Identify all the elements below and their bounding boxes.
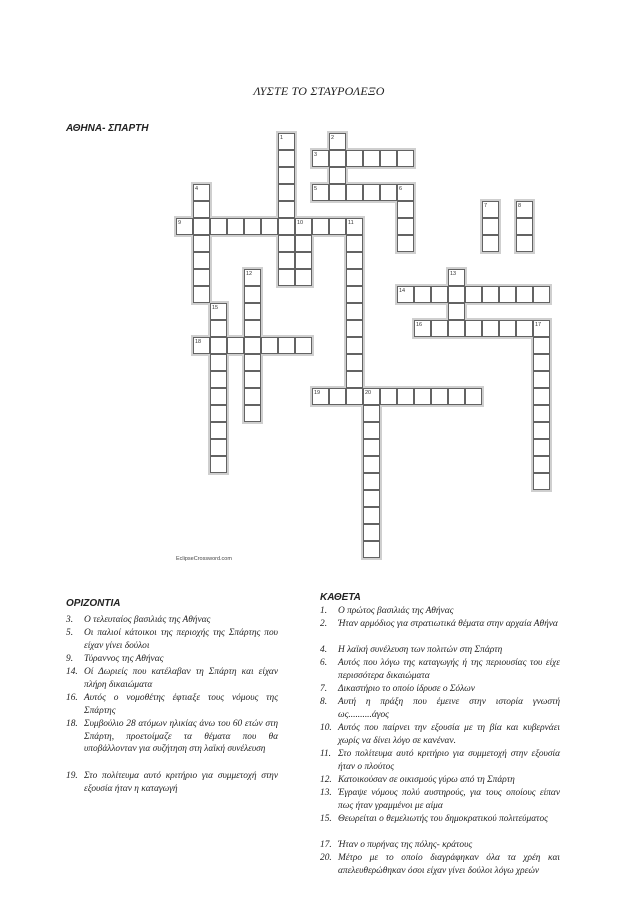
crossword-cell[interactable]: [364, 457, 380, 473]
crossword-cell-number: 18: [195, 339, 202, 345]
across-clue: 19. Στο πολίτευμα αυτό κριτήριο για συμμετοχή στην εξουσία ήταν η καταγωγή: [66, 771, 278, 794]
crossword-cell[interactable]: [347, 253, 363, 269]
crossword-cell-number: 9: [178, 220, 182, 226]
crossword-cell[interactable]: [211, 440, 227, 456]
crossword-cell[interactable]: [364, 491, 380, 507]
crossword-cell[interactable]: [483, 321, 499, 337]
crossword-cell[interactable]: [364, 542, 380, 558]
crossword-cell[interactable]: [245, 355, 261, 371]
crossword-cell[interactable]: [415, 389, 431, 405]
crossword-cell[interactable]: [432, 321, 448, 337]
crossword-cell[interactable]: [534, 287, 550, 303]
down-clue: 4. Η λαϊκή συνέλευση των πολιτών στη Σπάρτη: [320, 645, 503, 655]
crossword-cell-number: 13: [450, 271, 457, 277]
crossword-cell[interactable]: [415, 287, 431, 303]
crossword-cell[interactable]: [517, 236, 533, 252]
crossword-cell[interactable]: [279, 270, 295, 286]
crossword-cell[interactable]: [347, 236, 363, 252]
crossword-cell-number: 19: [314, 390, 321, 396]
crossword-cell[interactable]: [330, 185, 346, 201]
crossword-cell[interactable]: [245, 338, 261, 354]
crossword-cell[interactable]: [330, 219, 346, 235]
crossword-cell[interactable]: [245, 304, 261, 320]
crossword-cell[interactable]: [432, 389, 448, 405]
crossword-cell[interactable]: [211, 372, 227, 388]
crossword-cell[interactable]: [330, 168, 346, 184]
crossword-cell[interactable]: [347, 355, 363, 371]
crossword-cell[interactable]: [228, 219, 244, 235]
crossword-cell[interactable]: [245, 406, 261, 422]
crossword-cell[interactable]: [330, 151, 346, 167]
crossword-cell[interactable]: [296, 253, 312, 269]
crossword-cell[interactable]: [534, 355, 550, 371]
down-clue: 1. Ο πρώτος βασιλιάς της Αθήνας: [320, 606, 454, 616]
down-clue: 12. Κατοικούσαν σε οικισμούς γύρω από τη Σπάρτη: [320, 775, 515, 785]
across-clue: 14. Οί Δωριείς που κατέλαβαν τη Σπάρτη και είχαν πλήρη δικαιώματα: [66, 667, 278, 690]
crossword-cell[interactable]: [364, 525, 380, 541]
across-clue: 5. Οι παλιοί κάτοικοι της περιοχής της Σπάρτης που είχαν γίνει δούλοι: [66, 628, 278, 651]
crossword-cell[interactable]: [211, 389, 227, 405]
crossword-cell-number: 10: [297, 220, 304, 226]
crossword-cell[interactable]: [347, 372, 363, 388]
crossword-cell[interactable]: [262, 219, 278, 235]
crossword-cell-number: 15: [212, 305, 219, 311]
across-clue: 16. Αυτός ο νομοθέτης έφτιαξε τους νόμους της Σπάρτης: [66, 693, 278, 716]
crossword-cell[interactable]: [364, 151, 380, 167]
crossword-cell[interactable]: [364, 474, 380, 490]
across-clue: 18. Συμβούλιο 28 ατόμων ηλικίας άνω του 60 ετών στη Σπάρτη, προετοίμαζε τα θέματα που θα υποβάλλονταν για συζήτηση στη λαϊκή συνέλευση: [66, 719, 278, 755]
crossword-cell[interactable]: [211, 423, 227, 439]
crossword-cell[interactable]: [517, 219, 533, 235]
crossword-cell[interactable]: [534, 406, 550, 422]
crossword-cell[interactable]: [449, 287, 465, 303]
crossword-cell[interactable]: [245, 321, 261, 337]
crossword-cell[interactable]: [194, 287, 210, 303]
crossword-cell[interactable]: [466, 287, 482, 303]
down-clue: 11. Στο πολίτευμα αυτό κριτήριο για συμμετοχή στην εξουσία ήταν ο πλούτος: [320, 749, 560, 772]
page-title: ΛΥΣΤΕ ΤΟ ΣΤΑΥΡΟΛΕΞΟ: [253, 84, 385, 98]
crossword-cell[interactable]: [466, 389, 482, 405]
crossword-cell[interactable]: [466, 321, 482, 337]
crossword-cell[interactable]: [245, 287, 261, 303]
crossword-cell[interactable]: [449, 304, 465, 320]
crossword-cell-number: 2: [331, 135, 335, 141]
crossword-cell[interactable]: [381, 151, 397, 167]
crossword-cell[interactable]: [534, 338, 550, 354]
down-clue: 17. Ήταν ο πυρήνας της πόλης- κράτους: [320, 840, 473, 850]
crossword-cell[interactable]: [279, 151, 295, 167]
crossword-cell[interactable]: [313, 219, 329, 235]
crossword-cell[interactable]: [381, 185, 397, 201]
crossword-cell-number: 4: [195, 186, 199, 192]
crossword-cell[interactable]: [211, 355, 227, 371]
crossword-cell[interactable]: [262, 338, 278, 354]
crossword-cell[interactable]: [211, 457, 227, 473]
crossword-cell[interactable]: [347, 389, 363, 405]
crossword-cell[interactable]: [534, 389, 550, 405]
crossword-cell[interactable]: [398, 151, 414, 167]
down-heading: ΚΑΘΕΤΑ: [320, 592, 361, 603]
crossword-cell[interactable]: [194, 202, 210, 218]
down-clue: 8. Αυτή η πράξη που έμεινε στην ιστορία γνωστή ως..........άγος: [320, 697, 560, 720]
crossword-cell[interactable]: [296, 236, 312, 252]
crossword-cell[interactable]: [534, 474, 550, 490]
crossword-cell[interactable]: [347, 287, 363, 303]
crossword-cell-number: 11: [348, 220, 354, 226]
crossword-cell[interactable]: [483, 219, 499, 235]
crossword-cell[interactable]: [364, 406, 380, 422]
crossword-cell-number: 7: [484, 203, 488, 209]
crossword-cell[interactable]: [279, 236, 295, 252]
crossword-subtitle: ΑΘΗΝΑ- ΣΠΑΡΤΗ: [66, 123, 149, 134]
crossword-cell[interactable]: [483, 287, 499, 303]
across-heading: ΟΡΙΖΟΝΤΙΑ: [66, 598, 121, 609]
crossword-cell-number: 8: [518, 203, 522, 209]
crossword-cell[interactable]: [483, 236, 499, 252]
crossword-cell[interactable]: [211, 338, 227, 354]
crossword-cell[interactable]: [279, 168, 295, 184]
down-clue: 7. Δικαστήριο το οποίο ίδρυσε ο Σόλων: [320, 684, 475, 694]
across-clue: 3. Ο τελευταίος βασιλιάς της Αθήνας: [66, 615, 211, 625]
crossword-cell[interactable]: [194, 219, 210, 235]
crossword-cell[interactable]: [296, 338, 312, 354]
crossword-cell[interactable]: [279, 185, 295, 201]
crossword-cell[interactable]: [211, 321, 227, 337]
crossword-cell-number: 12: [246, 271, 253, 277]
crossword-cell[interactable]: [534, 457, 550, 473]
crossword-cell[interactable]: [194, 270, 210, 286]
crossword-cell[interactable]: [449, 389, 465, 405]
crossword-cell[interactable]: [364, 508, 380, 524]
crossword-cell[interactable]: [534, 423, 550, 439]
crossword-cell[interactable]: [296, 270, 312, 286]
crossword-cell[interactable]: [500, 287, 516, 303]
crossword-cell[interactable]: [279, 338, 295, 354]
crossword-cell[interactable]: [364, 440, 380, 456]
credit-text: EclipseCrossword.com: [176, 556, 232, 562]
crossword-cell[interactable]: [211, 219, 227, 235]
crossword-cell[interactable]: [194, 253, 210, 269]
down-clue: 20. Μέτρο με το οποίο διαγράφηκαν όλα τα χρέη και απελευθερώθηκαν όσοι είχαν γίνει δούλοι λόγω χρεών: [320, 853, 560, 876]
crossword-cell[interactable]: [347, 338, 363, 354]
crossword-cell[interactable]: [245, 219, 261, 235]
crossword-cell[interactable]: [534, 372, 550, 388]
crossword-cell[interactable]: [245, 389, 261, 405]
crossword-cell[interactable]: [279, 219, 295, 235]
crossword-cell[interactable]: [228, 338, 244, 354]
crossword-cell[interactable]: [398, 236, 414, 252]
crossword-cell-number: 20: [365, 390, 372, 396]
crossword-cell-number: 17: [535, 322, 542, 328]
crossword-cell-number: 5: [314, 186, 318, 192]
crossword-cell[interactable]: [364, 423, 380, 439]
crossword-cell[interactable]: [347, 185, 363, 201]
crossword-cell[interactable]: [517, 287, 533, 303]
crossword-cell-number: 6: [399, 186, 403, 192]
crossword-cell[interactable]: [500, 321, 516, 337]
crossword-cell[interactable]: [398, 219, 414, 235]
crossword-cell[interactable]: [449, 321, 465, 337]
crossword-cell[interactable]: [211, 406, 227, 422]
crossword-cell-number: 1: [280, 135, 284, 141]
crossword-cell[interactable]: [398, 202, 414, 218]
crossword-cell[interactable]: [347, 151, 363, 167]
down-clue: 15. Θεωρείται ο θεμελιωτής του δημοκρατικού πολιτεύματος: [320, 814, 548, 824]
crossword-cell[interactable]: [398, 389, 414, 405]
crossword-cell[interactable]: [347, 304, 363, 320]
down-clue: 13. Έγραψε νόμους πολύ αυστηρούς, για τους οποίους είπαν πως ήταν γραμμένοι με αίμα: [320, 788, 560, 811]
down-clue: 2. Ήταν αρμόδιος για στρατιωτικά θέματα στην αρχαία Αθήνα: [320, 619, 558, 629]
crossword-cell[interactable]: [330, 389, 346, 405]
crossword-cell[interactable]: [194, 236, 210, 252]
crossword-cell[interactable]: [381, 389, 397, 405]
across-clue: 9. Τύραννος της Αθήνας: [66, 654, 164, 664]
crossword-cell-number: 3: [314, 152, 318, 158]
crossword-cell-number: 16: [416, 322, 423, 328]
down-clue: 6. Αυτός που λόγω της καταγωγής ή της περιουσίας του είχε περισσότερα δικαιώματα: [320, 658, 560, 681]
crossword-cell[interactable]: [534, 440, 550, 456]
crossword-cell[interactable]: [517, 321, 533, 337]
crossword-cell[interactable]: [245, 372, 261, 388]
crossword-cell[interactable]: [279, 202, 295, 218]
crossword-cell[interactable]: [279, 253, 295, 269]
crossword-cell[interactable]: [432, 287, 448, 303]
down-clue: 10. Αυτός που παίρνει την εξουσία με τη βία και κυβερνάει χωρίς να δίνει λόγο σε κανέναν.: [320, 723, 560, 746]
crossword-cell[interactable]: [347, 321, 363, 337]
crossword-cell-number: 14: [399, 288, 406, 294]
crossword-cell[interactable]: [364, 185, 380, 201]
crossword-cell[interactable]: [347, 270, 363, 286]
